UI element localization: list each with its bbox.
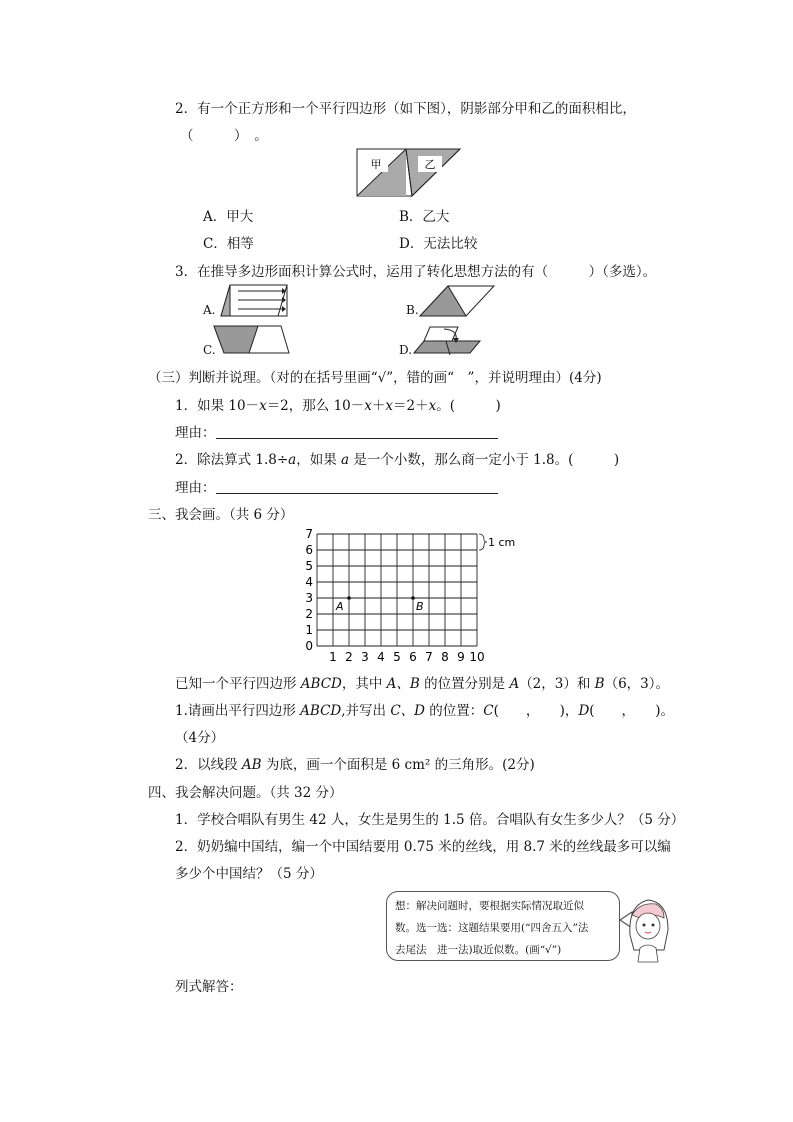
var-cd: C、D [390,703,425,719]
grid-x-tick-label: 1 [329,650,337,664]
var-b-point: B [594,676,605,692]
var-ab: A、B [386,676,420,692]
q3-option-a-label[interactable]: A. [203,303,216,317]
sec3-desc-end: 的位置分别是 [419,676,510,692]
q3-stem: 3．在推导多边形面积计算公式时，运用了转化思想方法的有（ ）（多选）。 [175,264,657,280]
judge-item-1-plus: ＋ [371,398,386,414]
point-b-label: B [416,600,424,613]
grid-x-tick-label: 5 [393,650,401,664]
q3-option-c-label[interactable]: C. [203,343,216,357]
hint-line-3[interactable]: 去尾法 进一法)取近似数。(画“√”) [395,944,562,956]
grid-x-tick-label: 4 [377,650,385,664]
grid-x-tick-label: 10 [469,650,485,664]
c-position-blank[interactable]: ( ， )， [493,703,579,719]
sec3-desc-mid: ，其中 [341,676,387,692]
sec4-problem-2-line2: 多少个中国结？（5 分） [175,866,323,882]
d-position-blank[interactable]: ( ， )。 [589,703,675,719]
reason-label: 理由： [175,425,216,441]
q2-answer-paren[interactable]: （ ） 。 [180,128,268,144]
sec3-q1-pre: 1.请画出平行四边形 [175,703,301,719]
var-a-point: A [509,676,520,692]
q3-option-b-label[interactable]: B. [406,303,419,317]
sec4-problem-1: 1．学校合唱队有男生 42 人，女生是男生的 1.5 倍。合唱队有女生多少人？（5 分） [175,812,685,828]
grid-x-tick-label: 6 [409,650,417,664]
judge-item-1-mid: ＝2，那么 10－ [266,398,365,414]
sec4-problem-2-line1: 2．奶奶编中国结，编一个中国结要用 0.75 米的丝线，用 8.7 米的丝线最多可以编 [175,839,671,855]
sec3-q1-end: 的位置： [425,703,484,719]
sec3-q2-end: 为底，画一个面积是 6 cm² 的三角形。(2分) [261,757,535,773]
var-abcd: ABCD [300,703,342,719]
var-x: x [259,398,267,414]
grid-y-tick-label: 0 [305,639,313,653]
sec3-heading: 三、我会画。（共 6 分） [148,507,294,523]
sec3-q1-score: （4分） [175,730,225,746]
judge-item-1-eq: ＝2＋ [393,398,429,414]
reason-label: 理由： [175,480,216,496]
sec3-desc-pre: 已知一个平行四边形 [175,676,301,692]
var-x: x [385,398,393,414]
hint-line-2: 数。选一选：这题结果要用(“四舍五入”法 [395,922,589,934]
var-d: D [578,703,590,719]
grid-x-tick-label: 9 [457,650,465,664]
q2-number: 2． [175,101,198,117]
grid-x-tick-label: 8 [441,650,449,664]
judge-heading: （三）判断并说理。（对的在括号里画“√”，错的画“ ”，并说明理由）(4分) [148,370,602,386]
var-c: C [483,703,494,719]
point-a-label: A [336,600,344,613]
q2-option-c[interactable]: C．相等 [203,236,254,252]
sec3-q2-pre: 2．以线段 [175,757,242,773]
grid-x-tick-label: 2 [345,650,353,664]
var-a: a [341,452,350,468]
q2-option-b[interactable]: B．乙大 [399,209,450,225]
hint-line-1: 想：解决问题时，要根据实际情况取近似 [395,900,584,912]
sec3-q1-mid: ,并写出 [341,703,391,719]
var-x: x [428,398,437,414]
q2-option-d[interactable]: D．无法比较 [399,236,478,252]
q3-option-d-label[interactable]: D. [399,343,413,357]
q2-text: 有一个正方形和一个平行四边形（如下图），阴影部分甲和乙的面积相比， [197,101,636,117]
var-a: a [288,452,297,468]
grid-y-tick-label: 3 [305,591,313,605]
legend-1cm: 1 cm [488,536,516,549]
var-abcd: ABCD [300,676,342,692]
judge-item-2-pre: 2．除法算式 1.8÷ [175,452,289,468]
q2-label-yi: 乙 [424,158,436,171]
grid-x-tick-label: 3 [361,650,369,664]
var-x: x [364,398,372,414]
judge-item-2-mid: ，如果 [296,452,342,468]
grid-y-tick-label: 7 [305,527,313,541]
sec4-heading: 四、我会解决问题。（共 32 分） [148,785,343,801]
judge-item-1-paren[interactable]: 。( ) [436,398,501,414]
grid-y-tick-label: 6 [305,543,313,557]
q2-option-a[interactable]: A．甲大 [203,209,254,225]
grid-y-tick-label: 1 [305,623,313,637]
var-ab-segment: AB [241,757,262,773]
judge-item-1-pre: 1．如果 10－ [175,398,260,414]
grid-x-tick-label: 7 [425,650,433,664]
grid-y-tick-label: 5 [305,559,313,573]
answer-label: 列式解答： [175,979,243,995]
q2-label-jia: 甲 [370,158,382,171]
sec3-desc-va: （2，3）和 [519,676,595,692]
girl-icon [630,900,668,962]
grid-y-tick-label: 4 [305,575,313,589]
sec3-desc-vb: （6，3）。 [604,676,670,692]
grid-y-tick-label: 2 [305,607,313,621]
judge-item-2-end[interactable]: 是一个小数，那么商一定小于 1.8。( ) [349,452,620,468]
